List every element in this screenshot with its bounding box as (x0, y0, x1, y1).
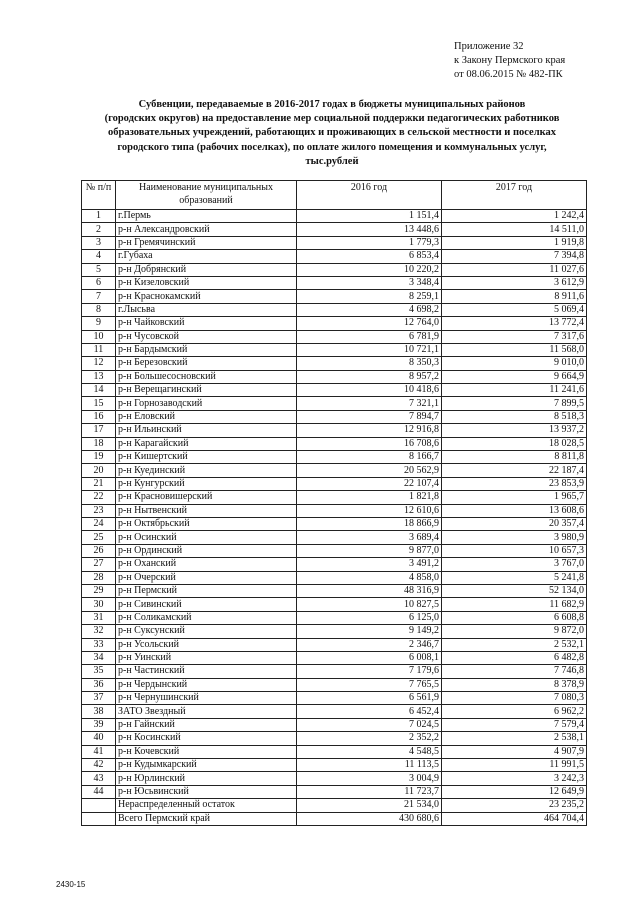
row-name: р-н Частинский (116, 665, 297, 678)
row-name: р-н Александровский (116, 223, 297, 236)
row-2017: 3 980,9 (442, 531, 587, 544)
row-num: 17 (82, 424, 116, 437)
row-2017: 13 772,4 (442, 317, 587, 330)
table-row (82, 718, 587, 731)
row-name: р-н Косинский (116, 732, 297, 745)
row-name: р-н Березовский (116, 357, 297, 370)
row-2016: 6 561,9 (297, 692, 442, 705)
row-2017: 7 317,6 (442, 330, 587, 343)
row-2017: 3 612,9 (442, 276, 587, 289)
row-name: г.Лысьва (116, 303, 297, 316)
row-2017: 22 187,4 (442, 464, 587, 477)
row-num: 1 (82, 210, 116, 223)
table-row (82, 638, 587, 651)
row-num: 30 (82, 598, 116, 611)
table-row (82, 263, 587, 276)
row-num: 43 (82, 772, 116, 785)
row-2016: 7 765,5 (297, 678, 442, 691)
row-num: 34 (82, 651, 116, 664)
row-name: р-н Пермский (116, 584, 297, 597)
row-2017: 6 962,2 (442, 705, 587, 718)
row-2016: 9 149,2 (297, 625, 442, 638)
table-row (82, 745, 587, 758)
row-num: 29 (82, 584, 116, 597)
row-num: 13 (82, 370, 116, 383)
row-2017: 11 991,5 (442, 759, 587, 772)
row-2016: 3 004,9 (297, 772, 442, 785)
table-row (82, 491, 587, 504)
row-num: 37 (82, 692, 116, 705)
row-name: г.Губаха (116, 250, 297, 263)
table-row (82, 544, 587, 557)
row-name: р-н Карагайский (116, 437, 297, 450)
table-row (82, 410, 587, 423)
row-2016: 4 548,5 (297, 745, 442, 758)
title-line-3: образовательных учреждений, работающих и проживающих в сельской местности и поселках (108, 127, 556, 139)
row-2016: 6 008,1 (297, 651, 442, 664)
row-name: р-н Гремячинский (116, 236, 297, 249)
footer-code: 2430-15 (56, 880, 86, 889)
row-2016: 48 316,9 (297, 584, 442, 597)
row-2017: 11 682,9 (442, 598, 587, 611)
row-num: 22 (82, 491, 116, 504)
row-2017: 12 649,9 (442, 785, 587, 798)
table-row (82, 357, 587, 370)
row-num: 14 (82, 384, 116, 397)
row-name: р-н Суксунский (116, 625, 297, 638)
row-name: р-н Кочевский (116, 745, 297, 758)
title-line-1: Субвенции, передаваемые в 2016-2017 годах в бюджеты муниципальных районов (138, 99, 526, 110)
row-num: 16 (82, 410, 116, 423)
header-num: № п/п (82, 181, 116, 210)
row-name: р-н Чайковский (116, 317, 297, 330)
row-2016: 1 779,3 (297, 236, 442, 249)
row-2016: 6 125,0 (297, 611, 442, 624)
row-2017: 13 937,2 (442, 424, 587, 437)
row-num: 8 (82, 303, 116, 316)
row-2017: 8 378,9 (442, 678, 587, 691)
row-name: р-н Осинский (116, 531, 297, 544)
table-row (82, 517, 587, 530)
row-2017: 7 394,8 (442, 250, 587, 263)
row-2016: 6 781,9 (297, 330, 442, 343)
row-2016: 3 689,4 (297, 531, 442, 544)
row-2017: 7 579,4 (442, 718, 587, 731)
row-2016: 11 723,7 (297, 785, 442, 798)
row-2016: 4 698,2 (297, 303, 442, 316)
row-name: р-н Сивинский (116, 598, 297, 611)
row-name: р-н Красновишерский (116, 491, 297, 504)
row-2017: 11 568,0 (442, 343, 587, 356)
row-num: 36 (82, 678, 116, 691)
row-2016: 8 350,3 (297, 357, 442, 370)
row-num: 31 (82, 611, 116, 624)
row-name: р-н Усольский (116, 638, 297, 651)
row-num: 5 (82, 263, 116, 276)
row-num: 18 (82, 437, 116, 450)
row-num: 42 (82, 759, 116, 772)
table-row (82, 651, 587, 664)
header-name: Наименование муниципальных образований (116, 181, 297, 210)
row-num: 6 (82, 276, 116, 289)
row-2016: 21 534,0 (297, 799, 442, 812)
row-name: р-н Юрлинский (116, 772, 297, 785)
row-num: 35 (82, 665, 116, 678)
row-2017: 8 811,8 (442, 451, 587, 464)
row-num: 4 (82, 250, 116, 263)
row-name: р-н Чусовской (116, 330, 297, 343)
row-2017: 1 965,7 (442, 491, 587, 504)
table-row (82, 343, 587, 356)
row-num: 39 (82, 718, 116, 731)
row-name: г.Пермь (116, 210, 297, 223)
row-num: 15 (82, 397, 116, 410)
row-2016: 10 721,1 (297, 343, 442, 356)
table-row (82, 210, 587, 223)
row-2017: 8 911,6 (442, 290, 587, 303)
row-name: р-н Верещагинский (116, 384, 297, 397)
row-2016: 10 827,5 (297, 598, 442, 611)
row-2017: 7 746,8 (442, 665, 587, 678)
row-num: 32 (82, 625, 116, 638)
row-2017: 11 241,6 (442, 384, 587, 397)
table-row (82, 705, 587, 718)
table-row (82, 303, 587, 316)
table-row (82, 625, 587, 638)
title-line-5: тыс.рублей (305, 155, 359, 167)
row-num (82, 799, 116, 812)
table-row (82, 384, 587, 397)
row-name: р-н Соликамский (116, 611, 297, 624)
table-row (82, 531, 587, 544)
row-2017: 9 010,0 (442, 357, 587, 370)
table-header-row (82, 181, 587, 210)
row-2017: 7 080,3 (442, 692, 587, 705)
row-2017: 52 134,0 (442, 584, 587, 597)
row-num: 41 (82, 745, 116, 758)
header-2017: 2017 год (442, 181, 587, 210)
table-row (82, 317, 587, 330)
row-num: 28 (82, 571, 116, 584)
row-2016: 18 866,9 (297, 517, 442, 530)
row-2017: 11 027,6 (442, 263, 587, 276)
row-num: 10 (82, 330, 116, 343)
row-name: р-н Очерский (116, 571, 297, 584)
row-2016: 10 220,2 (297, 263, 442, 276)
row-num: 7 (82, 290, 116, 303)
row-2017: 10 657,3 (442, 544, 587, 557)
row-2017: 2 532,1 (442, 638, 587, 651)
row-name: р-н Кунгурский (116, 477, 297, 490)
row-2017: 7 899,5 (442, 397, 587, 410)
row-2016: 12 610,6 (297, 504, 442, 517)
table-row (82, 477, 587, 490)
appendix-line-2: к Закону Пермского края (454, 55, 566, 66)
table-row (82, 584, 587, 597)
row-name: р-н Краснокамский (116, 290, 297, 303)
row-2016: 1 821,8 (297, 491, 442, 504)
row-2017: 14 511,0 (442, 223, 587, 236)
row-2017: 464 704,4 (442, 812, 587, 825)
row-2016: 13 448,6 (297, 223, 442, 236)
row-2016: 7 024,5 (297, 718, 442, 731)
row-2017: 2 538,1 (442, 732, 587, 745)
row-2017: 1 242,4 (442, 210, 587, 223)
table-row (82, 250, 587, 263)
table-row (82, 812, 587, 825)
title-line-4: городского типа (рабочих поселках), по оплате жилого помещения и коммунальных услуг, (117, 141, 547, 153)
table-row (82, 558, 587, 571)
table-row (82, 290, 587, 303)
row-2017: 3 242,3 (442, 772, 587, 785)
table-row (82, 464, 587, 477)
table-row (82, 759, 587, 772)
row-2016: 1 151,4 (297, 210, 442, 223)
row-2016: 12 764,0 (297, 317, 442, 330)
row-2016: 12 916,8 (297, 424, 442, 437)
table-row (82, 504, 587, 517)
row-name: р-н Ординский (116, 544, 297, 557)
row-num: 23 (82, 504, 116, 517)
row-num: 40 (82, 732, 116, 745)
row-name: Всего Пермский край (116, 812, 297, 825)
row-name: р-н Куединский (116, 464, 297, 477)
row-name: р-н Ильинский (116, 424, 297, 437)
row-2017: 23 235,2 (442, 799, 587, 812)
row-2016: 2 352,2 (297, 732, 442, 745)
row-2016: 8 957,2 (297, 370, 442, 383)
row-2016: 430 680,6 (297, 812, 442, 825)
table-row (82, 692, 587, 705)
row-2016: 9 877,0 (297, 544, 442, 557)
title-line-2: (городских округов) на предоставление мер социальной поддержки педагогических работников (104, 113, 560, 125)
appendix-reference (454, 40, 565, 82)
row-num: 3 (82, 236, 116, 249)
row-2016: 7 179,6 (297, 665, 442, 678)
row-name: р-н Большесосновский (116, 370, 297, 383)
row-name: р-н Нытвенский (116, 504, 297, 517)
row-num: 38 (82, 705, 116, 718)
table-row (82, 397, 587, 410)
row-2016: 11 113,5 (297, 759, 442, 772)
row-name: р-н Еловский (116, 410, 297, 423)
row-name: р-н Горнозаводский (116, 397, 297, 410)
row-2017: 18 028,5 (442, 437, 587, 450)
row-name: Нераспределенный остаток (116, 799, 297, 812)
row-2017: 6 482,8 (442, 651, 587, 664)
row-num: 11 (82, 343, 116, 356)
row-2016: 16 708,6 (297, 437, 442, 450)
row-num: 9 (82, 317, 116, 330)
table-row (82, 451, 587, 464)
row-name: р-н Октябрьский (116, 517, 297, 530)
row-2016: 7 321,1 (297, 397, 442, 410)
row-name: р-н Уинский (116, 651, 297, 664)
row-num: 21 (82, 477, 116, 490)
table-row (82, 370, 587, 383)
row-2016: 3 491,2 (297, 558, 442, 571)
row-name: р-н Чердынский (116, 678, 297, 691)
row-2016: 8 259,1 (297, 290, 442, 303)
row-name: р-н Кизеловский (116, 276, 297, 289)
appendix-line-3: от 08.06.2015 № 482-ПК (454, 69, 563, 80)
row-2016: 6 853,4 (297, 250, 442, 263)
row-num: 24 (82, 517, 116, 530)
row-name: р-н Чернушинский (116, 692, 297, 705)
row-name: ЗАТО Звездный (116, 705, 297, 718)
row-num: 25 (82, 531, 116, 544)
table-row (82, 424, 587, 437)
row-name: р-н Кишертский (116, 451, 297, 464)
row-num: 20 (82, 464, 116, 477)
row-2017: 9 664,9 (442, 370, 587, 383)
row-2017: 3 767,0 (442, 558, 587, 571)
row-2016: 7 894,7 (297, 410, 442, 423)
row-2016: 2 346,7 (297, 638, 442, 651)
row-num: 44 (82, 785, 116, 798)
row-2017: 13 608,6 (442, 504, 587, 517)
row-2016: 20 562,9 (297, 464, 442, 477)
row-2017: 5 069,4 (442, 303, 587, 316)
subventions-table (81, 180, 587, 826)
row-name: р-н Добрянский (116, 263, 297, 276)
row-num: 2 (82, 223, 116, 236)
header-2016: 2016 год (297, 181, 442, 210)
row-2017: 9 872,0 (442, 625, 587, 638)
row-name: р-н Гайнский (116, 718, 297, 731)
table-row (82, 799, 587, 812)
table-row (82, 732, 587, 745)
row-2017: 23 853,9 (442, 477, 587, 490)
table-row (82, 665, 587, 678)
table-row (82, 437, 587, 450)
table-row (82, 276, 587, 289)
row-2017: 6 608,8 (442, 611, 587, 624)
row-2017: 5 241,8 (442, 571, 587, 584)
table-row (82, 611, 587, 624)
row-name: р-н Оханский (116, 558, 297, 571)
row-2017: 4 907,9 (442, 745, 587, 758)
document-title (74, 98, 590, 169)
table-row (82, 223, 587, 236)
row-name: р-н Кудымкарский (116, 759, 297, 772)
appendix-line-1: Приложение 32 (454, 41, 524, 52)
table-row (82, 330, 587, 343)
table-row (82, 785, 587, 798)
row-name: р-н Юсьвинский (116, 785, 297, 798)
row-num: 12 (82, 357, 116, 370)
table-row (82, 678, 587, 691)
row-2016: 4 858,0 (297, 571, 442, 584)
table-row (82, 772, 587, 785)
row-name: р-н Бардымский (116, 343, 297, 356)
row-2017: 8 518,3 (442, 410, 587, 423)
row-num: 26 (82, 544, 116, 557)
row-num (82, 812, 116, 825)
row-num: 27 (82, 558, 116, 571)
row-num: 33 (82, 638, 116, 651)
table-row (82, 598, 587, 611)
row-2017: 20 357,4 (442, 517, 587, 530)
row-2016: 22 107,4 (297, 477, 442, 490)
row-2016: 8 166,7 (297, 451, 442, 464)
table-row (82, 236, 587, 249)
row-2017: 1 919,8 (442, 236, 587, 249)
row-num: 19 (82, 451, 116, 464)
row-2016: 6 452,4 (297, 705, 442, 718)
row-2016: 3 348,4 (297, 276, 442, 289)
table-row (82, 571, 587, 584)
row-2016: 10 418,6 (297, 384, 442, 397)
